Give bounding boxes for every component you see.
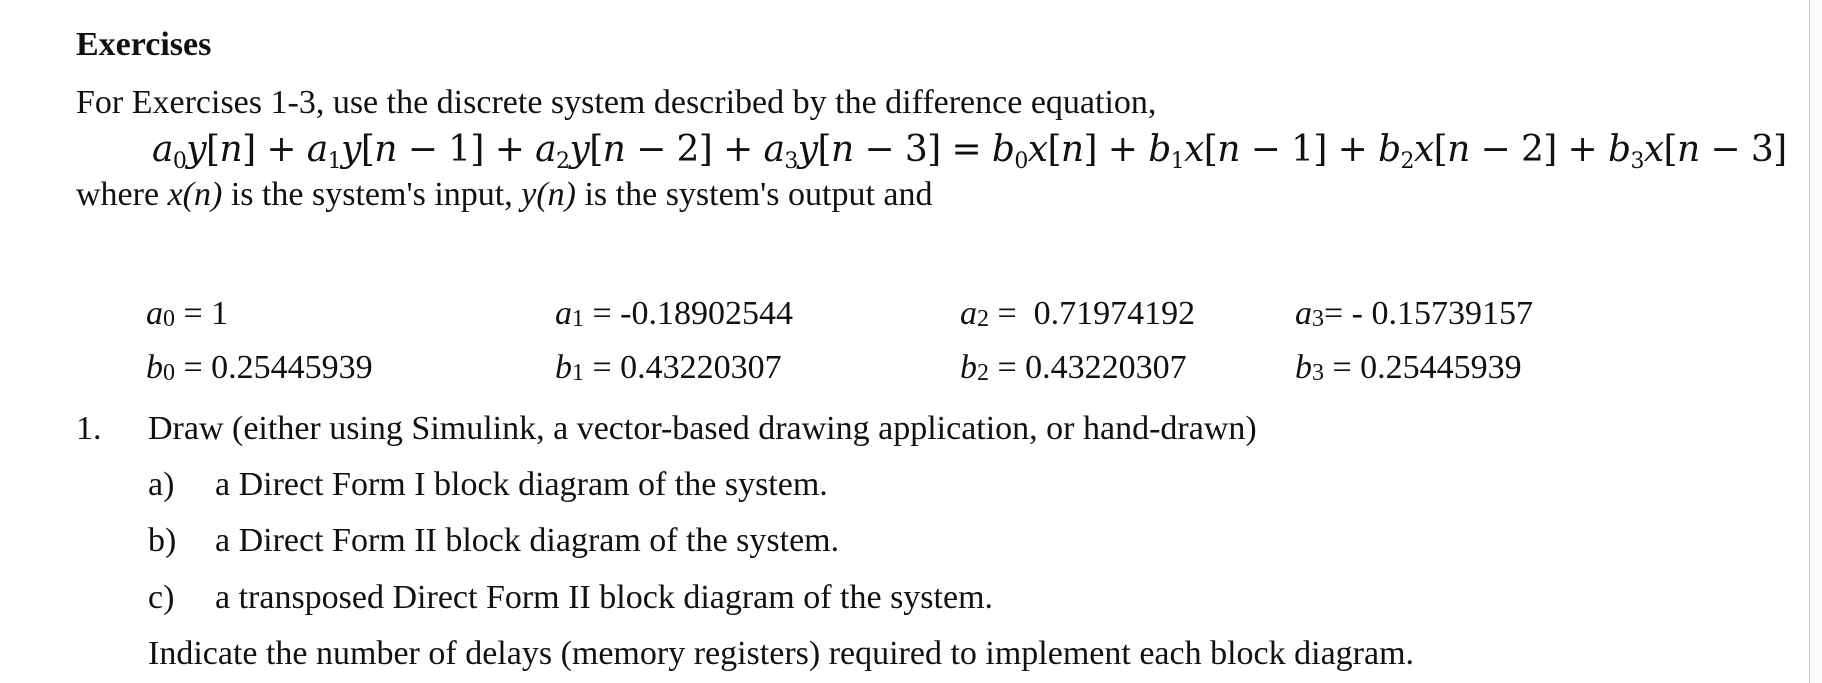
part-c-label: c): [148, 579, 175, 616]
coef-a2: $a_2 = 0.71974192$: [960, 295, 1196, 332]
vertical-scrollbar[interactable]: [1809, 0, 1822, 683]
coef-b0: $b_0 = 0.25445939$: [146, 349, 373, 386]
section-heading: Exercises: [76, 26, 212, 63]
coef-b3: $b_3 = 0.25445939$: [1295, 349, 1522, 386]
coef-a3: $a_3= - 0.15739157$: [1295, 295, 1533, 332]
exercise-prompt: Draw (either using Simulink, a vector-based drawing application, or hand-drawn): [148, 410, 1257, 447]
exercise-number: 1.: [76, 410, 102, 447]
delays-note: Indicate the number of delays (memory registers) required to implement each block diagram.: [148, 635, 1415, 672]
part-b-label: b): [148, 522, 177, 559]
difference-equation: $a_0y[n] + a_1y[n - 1] + a_2y[n - 2] + a_3y[n - 3] = b_0x[n] + b_1x[n - 1] + b_2x[n - 2] + b_3x[n - 3]$: [152, 129, 1787, 174]
intro-paragraph: For Exercises 1-3, use the discrete system described by the difference equation,: [76, 84, 1157, 121]
coef-b2: $b_2 = 0.43220307$: [960, 349, 1187, 386]
part-c-text: a transposed Direct Form II block diagram of the system.: [215, 579, 994, 616]
coef-b1: $b_1 = 0.43220307$: [555, 349, 782, 386]
coef-a1: $a_1 = -0.18902544$: [555, 295, 793, 332]
part-a-label: a): [148, 466, 175, 503]
part-b-text: a Direct Form II block diagram of the system.: [215, 522, 840, 559]
where-paragraph: where x(n) is the system's input, y(n) is the system's output and: [76, 176, 933, 213]
part-a-text: a Direct Form I block diagram of the system.: [215, 466, 828, 503]
coef-a0: $a_0 = 1$: [146, 295, 229, 332]
